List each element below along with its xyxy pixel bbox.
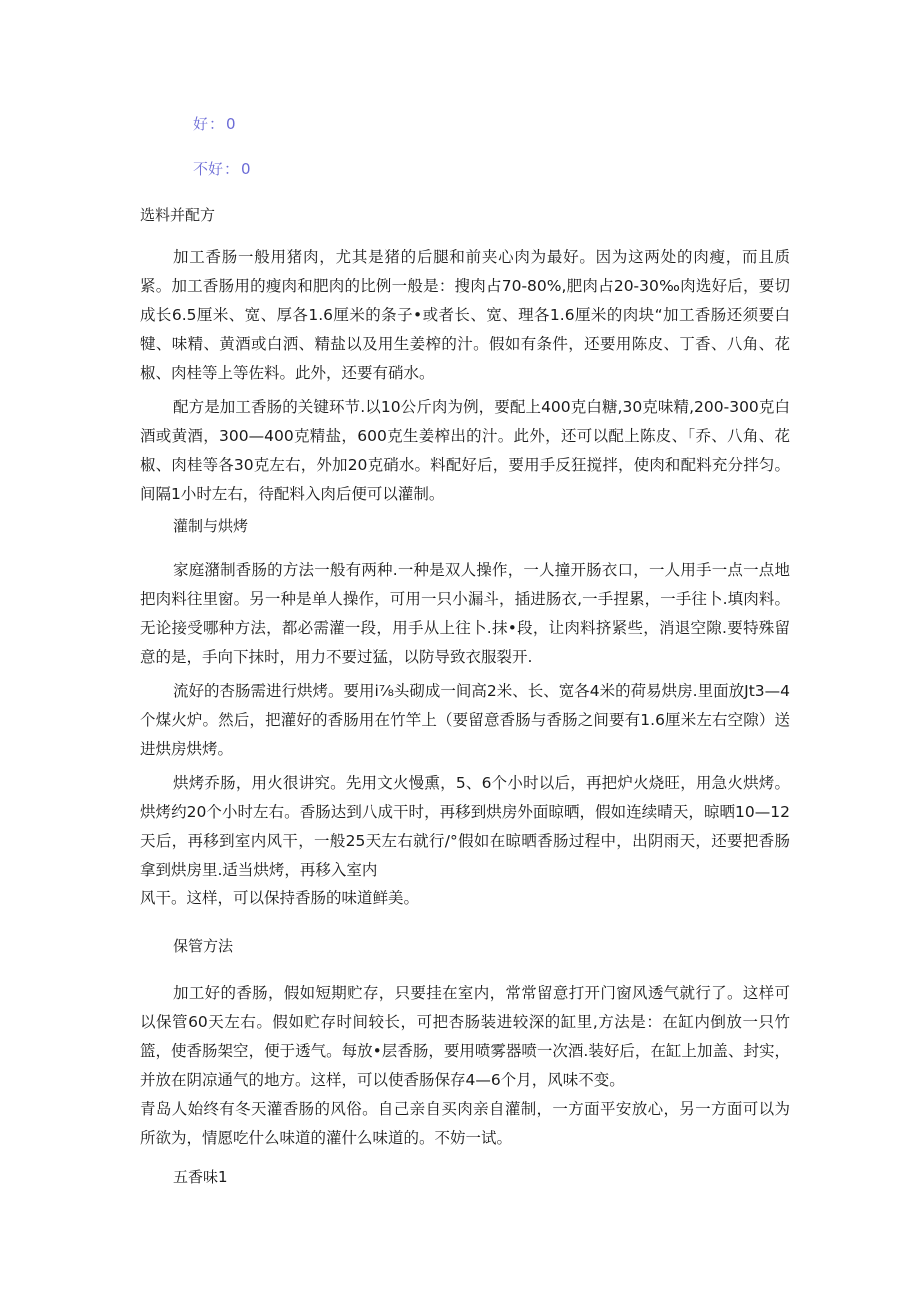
paragraph-closing: 青岛人始终有冬天灌香肠的风俗。自己亲自买肉亲自灌制，一方面平安放心，另一方面可以为所欲为，情愿吃什么味道的灌什么味道的。不妨一试。 <box>140 1100 790 1147</box>
rating-good-label: 好 <box>193 115 209 133</box>
paragraph-filling-3: 烘烤乔肠，用火很讲究。先用文火慢熏，5、6个小时以后，再把炉火烧旺，用急火烘烤。烘烤约20个小时左右。香肠达到八成干时，再移到烘房外面晾晒，假如连续晴天，晾晒10—12天后，再移到室内风干，一般25天左右就行/°假如在晾晒香肠过程中，出阴雨天，还要把香肠拿到烘房里.适当烘烤，再移入室内 <box>140 774 790 879</box>
rating-bad-label: 不好 <box>193 160 224 178</box>
rating-good-separator: ： <box>209 115 225 133</box>
section-heading-storage: 保管方法 <box>173 937 234 955</box>
rating-good[interactable] <box>193 114 236 134</box>
paragraph-selection-1: 加工香肠一般用猪肉，尤其是猪的后腿和前夹心肉为最好。因为这两处的肉瘦，而且质紧。加工香肠用的瘦肉和肥肉的比例一般是：搜肉占70-80%,肥肉占20-30‰肉选好后，要切成长6.5厘米、宽、厚各1.6厘米的条子•或者长、宽、理各1.6厘米的肉块“加工香肠还须要白犍、味精、黄酒或白洒、精盐以及用生姜榨的汁。假如有条件，还要用陈皮、丁香、八角、花椒、肉桂等上等佐料。此外，还要有硝水。 <box>140 248 790 382</box>
paragraph-filling-2: 流好的杏肠需进行烘烤。要用i⅞头砌成一间高2米、长、宽各4米的荷易烘房.里面放Jt3—4个煤火炉。然后，把灌好的香肠用在竹竿上（要留意香肠与香肠之间要有1.6厘米左右空隙）送进烘房烘烤。 <box>140 682 790 758</box>
paragraph-storage-1: 加工好的香肠，假如短期贮存，只要挂在室内，常常留意打开门窗风透气就行了。这样可以保管60天左右。假如贮存时间较长，可把杏肠装进较深的缸里,方法是：在缸内倒放一只竹篮，使香肠架空，便于透气。每放•层香肠，要用喷雾器喷一次酒.装好后，在缸上加盖、封实，并放在阴凉通气的地方。这样，可以使香肠保存4—6个月，风味不变。 <box>140 984 790 1089</box>
rating-bad-separator: ： <box>224 160 240 178</box>
rating-bad-count: 0 <box>241 160 251 178</box>
rating-bad[interactable] <box>193 159 251 179</box>
paragraph-filling-4: 风干。这样，可以保持香肠的味道鲜美。 <box>140 889 420 907</box>
section-heading-selection: 选料并配方 <box>140 206 216 224</box>
paragraph-selection-2: 配方是加工香肠的关键环节.以10公斤肉为例，要配上400克白糖,30克味精,200-300克白酒或黄酒，300—400克精盐，600克生姜榨出的汁。此外，还可以配上陈皮、「乔、八角、花椒、肉桂等各30克左右，外加20克硝水。料配好后，要用手反狂搅拌，使肉和配料充分拌匀。间隔1小时左右，待配料入肉后便可以灌制。 <box>140 398 790 503</box>
rating-good-count: 0 <box>226 115 236 133</box>
section-heading-five-spice: 五香味1 <box>173 1168 228 1186</box>
section-heading-filling: 灌制与烘烤 <box>173 517 249 535</box>
paragraph-filling-1: 家庭潴制香肠的方法一般有两种.一种是双人操作，一人撞开肠衣口，一人用手一点一点地把肉料往里窗。另一种是单人操作，可用一只小漏斗，插进肠衣,一手捏累，一手往卜.填肉料。无论接受哪种方法，都必需灌一段，用手从上往卜.抹•段，让肉料挤紧些，消退空隙.要特殊留意的是，手向下抹时，用力不要过猛，以防导致衣服裂开. <box>140 561 790 666</box>
